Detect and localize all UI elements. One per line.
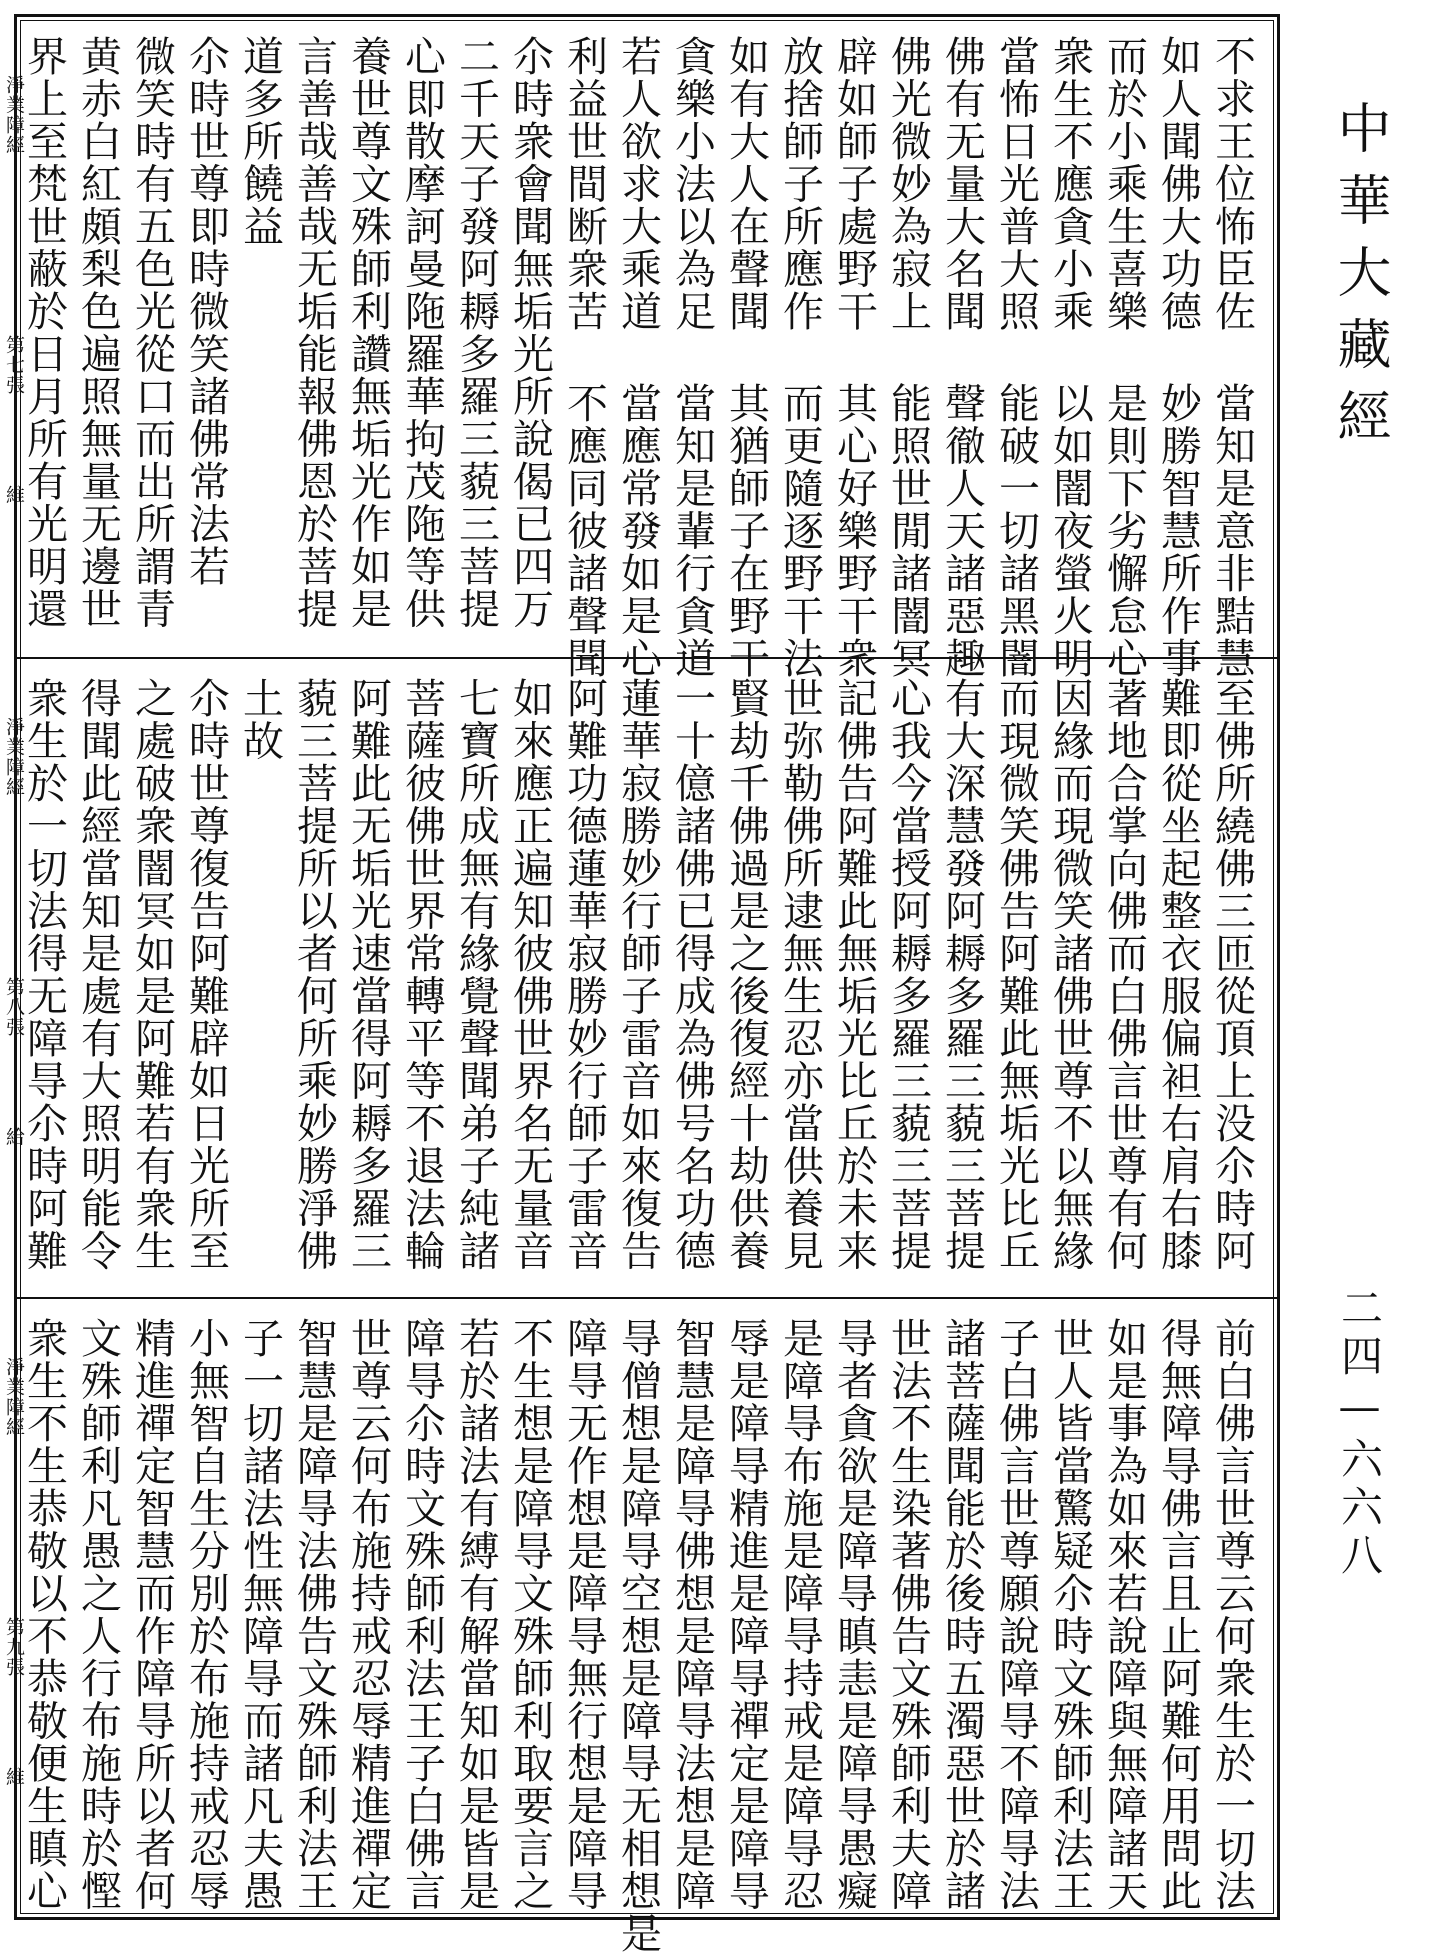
text-column: 衆生不應貪小乘 以如闇夜螢火明 xyxy=(1046,35,1094,680)
text-column: 前白佛言世尊云何衆生於一切法 xyxy=(1208,1317,1256,1912)
text-column: 微笑時有五色光從口而出所謂青 xyxy=(128,35,176,630)
register-2-columns xyxy=(3,677,1259,1285)
text-column: 著地合掌向佛而白佛言世尊有何 xyxy=(1100,677,1148,1272)
text-column: 子白佛言世尊願說障㝵不障㝵法 xyxy=(992,1317,1040,1912)
text-column: 若於諸法有縛有解當知如是皆是 xyxy=(452,1317,500,1912)
footer-folio: 第八張 xyxy=(3,977,25,1037)
register-1-columns xyxy=(3,35,1259,680)
footer-sutra-title: 淨業障經 xyxy=(3,717,25,797)
text-column: 藐三菩提所以者何所乘妙勝淨佛 xyxy=(290,677,338,1272)
footer-mark: 維 xyxy=(3,485,25,505)
text-column: 㝵者貪欲是障㝵瞋恚是障㝵愚癡 xyxy=(830,1317,878,1912)
text-column: 諸菩薩聞能於後時五濁惡世於諸 xyxy=(938,1317,986,1912)
text-column: 佛光微妙為寂上 能照世閒諸闇冥 xyxy=(884,35,932,680)
register-2 xyxy=(3,659,1277,1299)
text-column: 賢劫千佛過是之後復經十劫供養 xyxy=(722,677,770,1272)
text-column: 得無障㝵佛言且止阿難何用問此 xyxy=(1154,1317,1202,1912)
text-column: 而於小乘生喜樂 是則下劣懈怠心 xyxy=(1100,35,1148,680)
text-column: 障㝵无作想是障㝵無行想是障㝵 xyxy=(560,1317,608,1912)
text-column: 不生想是障㝵文殊師利取要言之 xyxy=(506,1317,554,1912)
footer-sutra-title: 淨業障經 xyxy=(3,75,25,155)
text-column: 難即從坐起整衣服偏袒右肩右膝 xyxy=(1154,677,1202,1272)
footer-mark: 維 xyxy=(3,1767,25,1787)
text-column: 而現微笑佛告阿難此無垢光比丘 xyxy=(992,677,1040,1272)
text-column: 如人聞佛大功德 妙勝智慧所作事 xyxy=(1154,35,1202,680)
text-column: 尒時衆會聞無垢光所說偈已四万 xyxy=(506,35,554,630)
text-column: 佛有无量大名聞 聲徹人天諸惡趣 xyxy=(938,35,986,680)
text-column: 尒時世尊復告阿難辟如日光所至 xyxy=(182,677,230,1272)
text-column: 子一切諸法性無障㝵而諸凡夫愚 xyxy=(236,1317,284,1912)
text-column: 道多所饒益 xyxy=(236,35,284,248)
text-column: 心我今當授阿耨多羅三藐三菩提 xyxy=(884,677,932,1272)
text-column: 小無智自生分別於布施持戒忍辱 xyxy=(182,1317,230,1912)
text-column: 因緣而現微笑諸佛世尊不以無緣 xyxy=(1046,677,1094,1272)
text-column: 一十億諸佛已得成為佛号名功德 xyxy=(668,677,716,1272)
register-3-columns xyxy=(3,1317,1259,1955)
text-column: 貪樂小法以為足 當知是輩行貪道 xyxy=(668,35,716,680)
text-column: 智慧是障㝵法佛告文殊師利法王 xyxy=(290,1317,338,1912)
footer-column xyxy=(3,677,71,1285)
text-column: 七寶所成無有緣覺聲聞弟子純諸 xyxy=(452,677,500,1272)
text-column: 有大深慧發阿耨多羅三藐三菩提 xyxy=(938,677,986,1272)
text-column: 衆生不生恭敬以不恭敬便生瞋心 xyxy=(20,1317,68,1912)
text-column: 若人欲求大乘道 當應常發如是心 xyxy=(614,35,662,680)
text-column: 世人皆當驚疑尒時文殊師利法王 xyxy=(1046,1317,1094,1912)
text-column: 養世尊文殊師利讚無垢光作如是 xyxy=(344,35,392,630)
text-column: 放捨師子所應作 而更隨逐野干法 xyxy=(776,35,824,680)
page-number: 二四—六六八 xyxy=(1335,1286,1384,1581)
footer-folio: 第九張 xyxy=(3,1617,25,1677)
text-column: 至佛所繞佛三匝從頂上没尒時阿 xyxy=(1208,677,1256,1272)
text-column: 是障㝵布施是障㝵持戒是障㝵忍 xyxy=(776,1317,824,1912)
text-column: 心即散摩訶曼陁羅華拘茂陁等供 xyxy=(398,35,446,630)
text-column: 如是事為如來若說障與無障諸天 xyxy=(1100,1317,1148,1912)
text-column: 當怖日光普大照 能破一切諸黑闇 xyxy=(992,35,1040,680)
page-frame xyxy=(3,14,1280,1955)
text-column: 阿難此无垢光速當得阿耨多羅三 xyxy=(344,677,392,1272)
side-title: 中華大藏經 xyxy=(1329,100,1392,460)
text-column: 尒時世尊即時微笑諸佛常法若 xyxy=(182,35,230,588)
text-column: 菩薩彼佛世界常轉平等不退法輪 xyxy=(398,677,446,1272)
text-column: 精進禪定智慧而作障㝵所以者何 xyxy=(128,1317,176,1912)
text-column: 如有大人在聲聞 其猶師子在野干 xyxy=(722,35,770,680)
text-column: 衆生於一切法得无障㝵尒時阿難 xyxy=(20,677,68,1272)
text-column: 記佛告阿難此無垢光比丘於未来 xyxy=(830,677,878,1272)
text-column: 不求王位怖臣佐 當知是意非黠慧 xyxy=(1208,35,1256,680)
footer-sutra-title: 淨業障經 xyxy=(3,1357,25,1437)
text-column: 黄赤白紅頗梨色遍照無量无邊世 xyxy=(74,35,122,630)
text-column: 障㝵尒時文殊師利法王子白佛言 xyxy=(398,1317,446,1912)
text-column: 界上至梵世蔽於日月所有光明還 xyxy=(20,35,68,630)
text-column: 辟如師子處野干 其心好樂野干衆 xyxy=(830,35,878,680)
text-column: 世法不生染著佛告文殊師利夫障 xyxy=(884,1317,932,1912)
footer-mark: 給 xyxy=(3,1127,25,1147)
text-column: 如來應正遍知彼佛世界名无量音 xyxy=(506,677,554,1272)
text-column: 二千天子發阿耨多羅三藐三菩提 xyxy=(452,35,500,630)
text-column: 土故 xyxy=(236,677,284,762)
text-column: 得聞此經當知是處有大照明能令 xyxy=(74,677,122,1272)
text-column: 㝵僧想是障㝵空想是障㝵无相想是 xyxy=(614,1317,662,1955)
register-3 xyxy=(3,1299,1277,1955)
footer-column xyxy=(3,1317,71,1912)
footer-folio: 第七張 xyxy=(3,335,25,395)
footer-column xyxy=(3,35,71,645)
text-column: 之處破衆闇冥如是阿難若有衆生 xyxy=(128,677,176,1272)
text-column: 世尊云何布施持戒忍辱精進禪定 xyxy=(344,1317,392,1912)
text-column: 阿難功德蓮華寂勝妙行師子雷音 xyxy=(560,677,608,1272)
text-column: 利益世間断衆苦 不應同彼諸聲聞 xyxy=(560,35,608,680)
text-column: 智慧是障㝵佛想是障㝵法想是障 xyxy=(668,1317,716,1912)
text-column: 文殊師利凡愚之人行布施時於慳 xyxy=(74,1317,122,1912)
text-column: 世弥勒佛所逮無生忍亦當供養見 xyxy=(776,677,824,1272)
text-column: 言善哉善哉无垢能報佛恩於菩提 xyxy=(290,35,338,630)
register-1 xyxy=(3,17,1277,680)
text-column: 蓮華寂勝妙行師子雷音如來復告 xyxy=(614,677,662,1272)
text-column: 辱是障㝵精進是障㝵禪定是障㝵 xyxy=(722,1317,770,1912)
